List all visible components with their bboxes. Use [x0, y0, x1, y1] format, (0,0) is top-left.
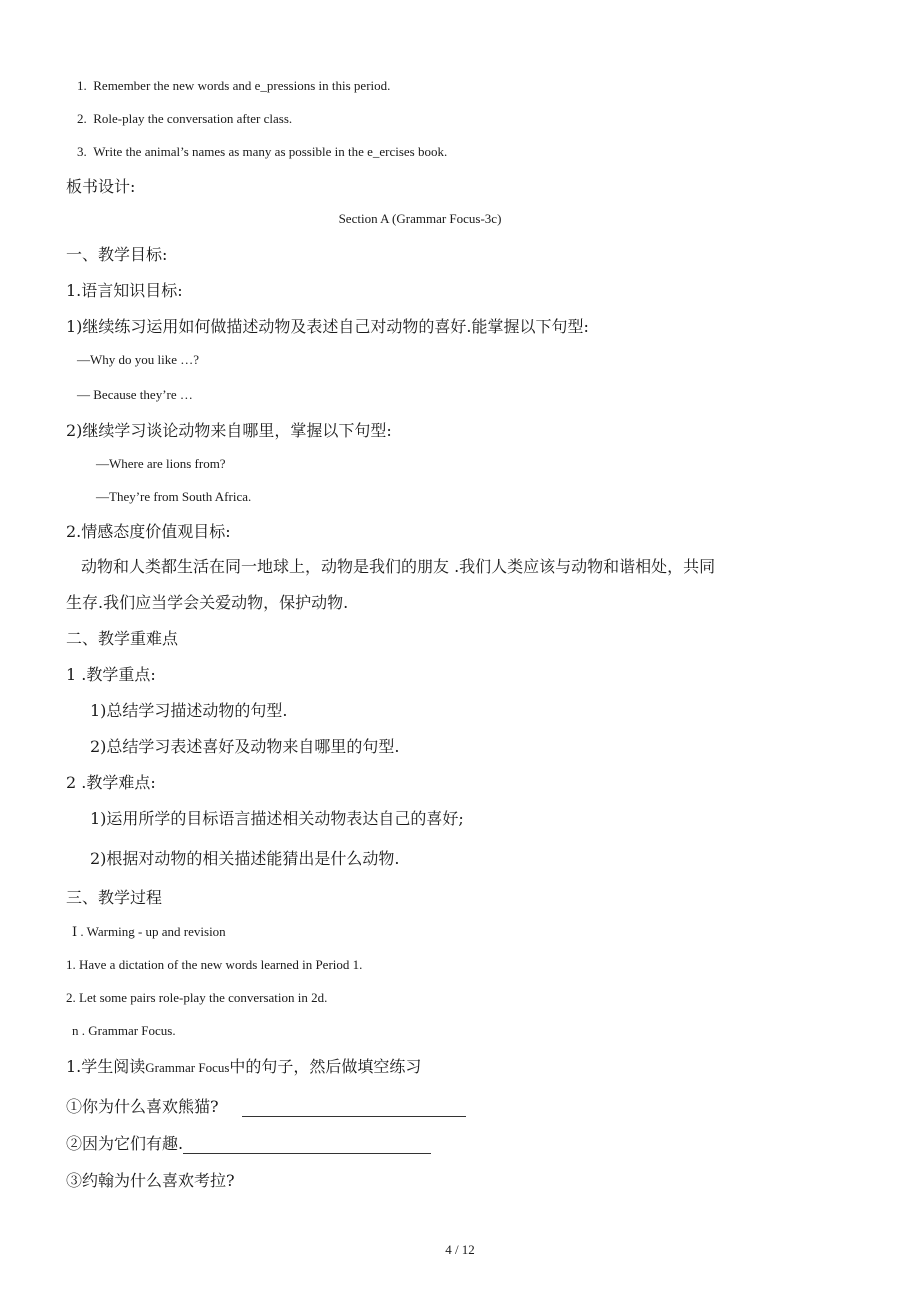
dialog-question: —Where are lions from?	[96, 456, 226, 471]
dialog-answer: —They’re from South Africa.	[96, 489, 252, 504]
focus-heading: 1 .教学重点:	[66, 665, 156, 684]
step-1-item-2: 2. Let some pairs role-play the conversation in 2d.	[66, 990, 328, 1005]
homework-text: Role-play the conversation after class.	[93, 111, 293, 126]
process-heading: 三、教学过程	[66, 888, 163, 907]
emotion-text-line-1: 动物和人类都生活在同一地球上，动物是我们的朋友 .我们人类应该与动物和谐相处，共同	[81, 557, 716, 576]
fill-blank-prompt: ③约翰为什么喜欢考拉?	[66, 1171, 235, 1190]
homework-item-1	[77, 78, 390, 94]
fill-blank-2	[66, 1131, 431, 1154]
goal-item-2: 2)继续学习谈论动物来自哪里，掌握以下句型:	[66, 421, 392, 440]
list-number: 3.	[77, 144, 87, 159]
homework-item-3	[77, 144, 447, 160]
goals-heading: 一、教学目标:	[66, 245, 168, 264]
homework-text: Write the animal’s names as many as possible in the e_ercises book.	[93, 144, 448, 159]
emotion-goal-heading: 2.情感态度价值观目标:	[66, 522, 231, 541]
language-goal-heading: 1.语言知识目标:	[66, 281, 183, 300]
focus-item-2: 2)总结学习表述喜好及动物来自哪里的句型.	[90, 737, 400, 756]
homework-item-2	[77, 111, 292, 127]
key-points-heading: 二、教学重难点	[66, 629, 179, 648]
difficulty-item-2: 2)根据对动物的相关描述能猜出是什么动物.	[90, 849, 400, 868]
step-1-item-1: 1. Have a dictation of the new words learned in Period 1.	[66, 957, 363, 972]
fill-blank-1	[66, 1094, 466, 1117]
fill-blank-prompt: ①你为什么喜欢熊猫?	[66, 1097, 219, 1116]
difficulty-item-1: 1)运用所学的目标语言描述相关动物表达自己的喜好;	[90, 809, 464, 828]
board-design-label: 板书设计:	[66, 177, 136, 196]
section-title: Section A (Grammar Focus-3c)	[338, 211, 502, 226]
reading-task-source: Grammar Focus	[145, 1060, 230, 1075]
fill-blank-prompt: ②因为它们有趣.	[66, 1134, 184, 1153]
dialog-question: —Why do you like …?	[77, 352, 200, 367]
list-number: 1.	[77, 78, 87, 93]
step-1-title: Ⅰ . Warming - up and revision	[72, 924, 226, 939]
homework-text: Remember the new words and e_pressions in this period.	[93, 78, 391, 93]
page-number: 4 / 12	[445, 1242, 475, 1257]
reading-task-prefix: 1.学生阅读	[66, 1057, 146, 1076]
dialog-answer: — Because they’re …	[77, 387, 193, 402]
answer-blank[interactable]	[183, 1139, 431, 1154]
emotion-text-line-2: 生存.我们应当学会关爱动物，保护动物.	[66, 593, 349, 612]
answer-blank[interactable]	[242, 1102, 466, 1117]
reading-task	[66, 1054, 421, 1077]
step-2-title: n . Grammar Focus.	[72, 1023, 176, 1038]
goal-item-1: 1)继续练习运用如何做描述动物及表述自己对动物的喜好.能掌握以下句型:	[66, 317, 589, 336]
fill-blank-3	[66, 1168, 235, 1191]
reading-task-suffix: 中的句子，然后做填空练习	[229, 1057, 422, 1076]
list-number: 2.	[77, 111, 87, 126]
focus-item-1: 1)总结学习描述动物的句型.	[90, 701, 288, 720]
difficulty-heading: 2 .教学难点:	[66, 773, 156, 792]
